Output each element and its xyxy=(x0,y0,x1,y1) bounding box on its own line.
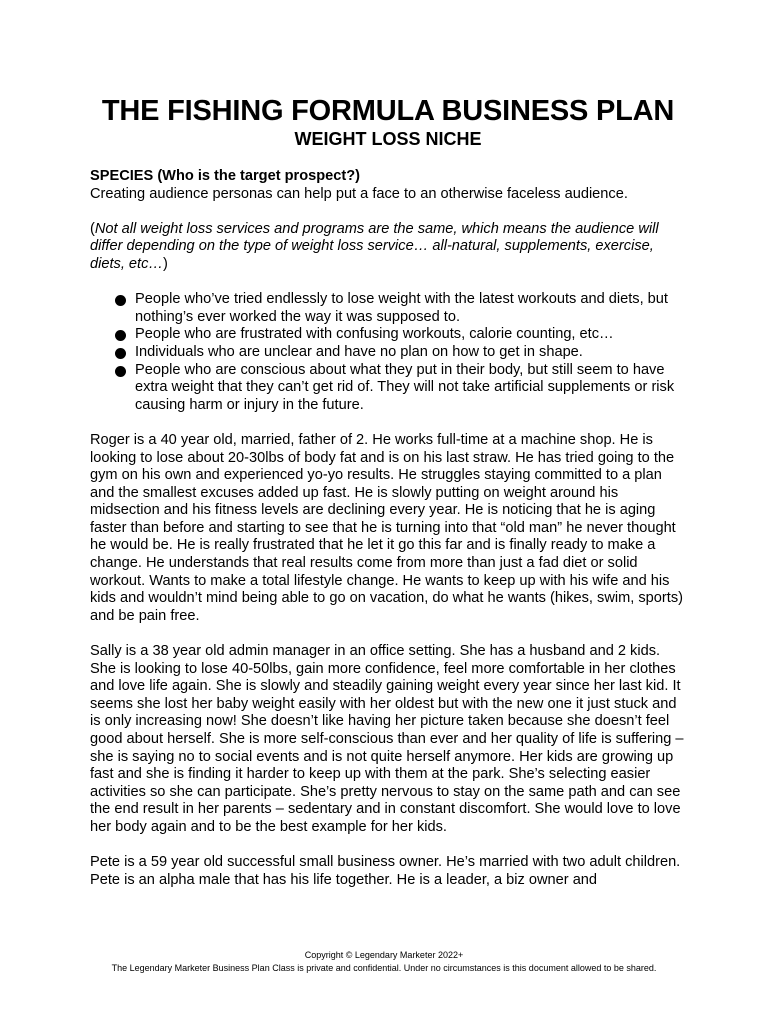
bullet-dot-icon xyxy=(115,348,126,359)
list-item xyxy=(115,344,686,362)
persona-pete-paragraph: Pete is a 59 year old successful small business owner. He’s married with two adult children. Pete is an alpha male that has his life together. He is a leader, a biz owner and xyxy=(90,854,681,888)
list-item xyxy=(115,362,686,415)
list-item-text: People who are frustrated with confusing workouts, calorie counting, etc… xyxy=(135,326,614,343)
list-item-text: People who are conscious about what they put in their body, but still seem to have extra weight that they can’t get rid of. They will not take artificial supplements or risk causing harm or injury in the future. xyxy=(135,361,675,413)
list-item xyxy=(115,291,686,326)
note-close-paren: ) xyxy=(163,255,168,272)
document-page xyxy=(90,94,686,889)
note-open-paren: ( xyxy=(90,220,95,237)
persona-sally-paragraph: Sally is a 38 year old admin manager in an office setting. She has a husband and 2 kids. She is looking to lose 40-50lbs, gain more confidence, feel more comfortable in her clothes and love life again. She is slowly and steadily gaining weight every year since her last kid. It seems she lost her baby weight easily with her oldest but with the new one it just stuck and is only increasing now! She doesn’t like having her picture taken because she doesn’t feel good about herself. She is more self-conscious than ever and her quality of life is suffering – she is saying no to social events and is not quite herself anymore. Her kids are growing up fast and she is finding it harder to keep up with them at the park. She’s selecting easier activities so she can participate. She’s pretty nervous to stay on the same path and can see the end result in her parents – sedentary and in constant discomfort. She would love to love her body again and to be the best example for her kids. xyxy=(90,643,684,835)
page-footer xyxy=(0,949,768,975)
bullet-dot-icon xyxy=(115,295,126,306)
note-italic-text: Not all weight loss services and programs are the same, which means the audience will differ depending on the type of weight loss service… all-natural, supplements, exercise, diets, etc… xyxy=(90,220,659,272)
document-title: THE FISHING FORMULA BUSINESS PLAN xyxy=(101,95,675,127)
prospect-bullet-list xyxy=(90,291,686,414)
document-subtitle: WEIGHT LOSS NICHE xyxy=(294,129,482,149)
list-item-text: Individuals who are unclear and have no plan on how to get in shape. xyxy=(135,343,583,360)
copyright-text: Copyright © Legendary Marketer 2022+ xyxy=(304,950,464,960)
intro-paragraph: Creating audience personas can help put a face to an otherwise faceless audience. xyxy=(90,185,628,202)
note-paragraph xyxy=(90,221,686,274)
persona-roger-paragraph: Roger is a 40 year old, married, father of 2. He works full-time at a machine shop. He is looking to lose about 20-30lbs of body fat and is on his last straw. He has tried going to the gym on his own and experienced yo-yo results. He struggles staying committed to a plan and the smallest excuses added up fast. He is slowly putting on weight around his midsection and his fitness levels are declining every year. He is noticing that he is aging faster than before and starting to see that he is turning into that “old man” he never thought he would be. He is really frustrated that he let it go this far and is finally ready to make a change. He understands that real results come from more than just a fad diet or solid workout. Wants to make a total lifestyle change. He wants to keep up with his wife and his kids and wouldn’t mind being able to go on vacation, do what he wants (hikes, swim, sports) and be pain free. xyxy=(90,431,683,624)
list-item-text: People who’ve tried endlessly to lose weight with the latest workouts and diets, but nothing’s ever worked the way it was supposed to. xyxy=(135,291,668,325)
list-item xyxy=(115,326,686,344)
confidentiality-notice: The Legendary Marketer Business Plan Class is private and confidential. Under no circumstances is this document allowed to be shared. xyxy=(111,963,657,973)
bullet-dot-icon xyxy=(115,330,126,341)
bullet-dot-icon xyxy=(115,366,126,377)
section-heading: SPECIES (Who is the target prospect?) xyxy=(90,168,361,184)
